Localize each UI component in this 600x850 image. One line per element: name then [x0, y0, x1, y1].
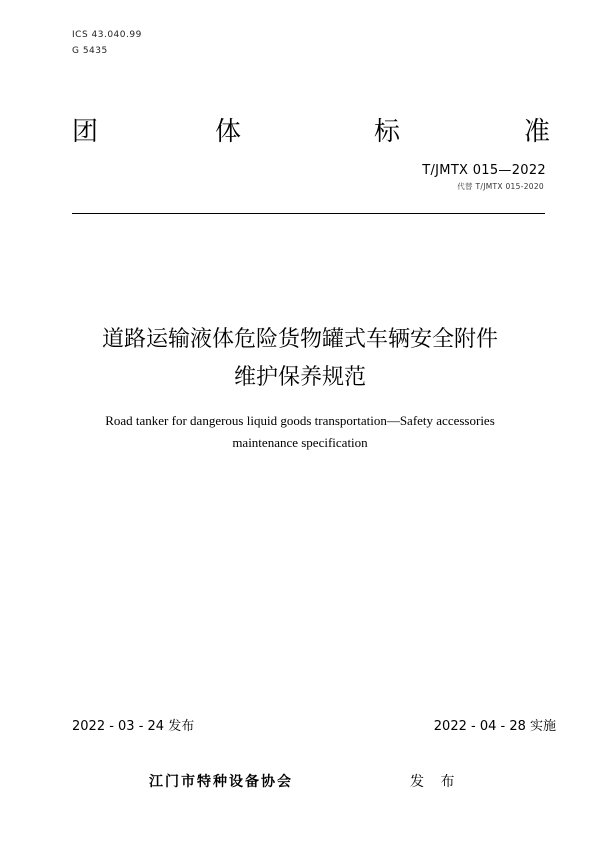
publication-date: 2022 - 03 - 24 发布: [72, 719, 195, 734]
standard-number: T/JMTX 015—2022: [422, 163, 546, 178]
document-type-char: 体: [215, 117, 242, 147]
document-type-heading: [72, 114, 550, 150]
issuing-organization: 江门市特种设备协会: [149, 774, 293, 790]
document-type-char: 标: [374, 117, 401, 147]
replaces-standard: 代替 T/JMTX 015-2020: [457, 182, 544, 191]
implementation-date: 2022 - 04 - 28 实施: [433, 719, 556, 734]
title-en-line-1: Road tanker for dangerous liquid goods transportation—Safety accessories: [105, 413, 495, 428]
title-en-line-2: maintenance specification: [232, 435, 368, 450]
ics-code: ICS 43.040.99: [72, 30, 142, 40]
ccs-code: G 5435: [72, 46, 108, 56]
document-type-char: 团: [72, 117, 99, 147]
issue-label: 发 布: [410, 774, 461, 790]
title-cn-line-1: 道路运输液体危险货物罐式车辆安全附件: [101, 327, 498, 352]
title-cn-line-2: 维护保养规范: [233, 365, 366, 390]
document-type-char: 准: [524, 117, 551, 147]
header-divider: [72, 213, 545, 214]
